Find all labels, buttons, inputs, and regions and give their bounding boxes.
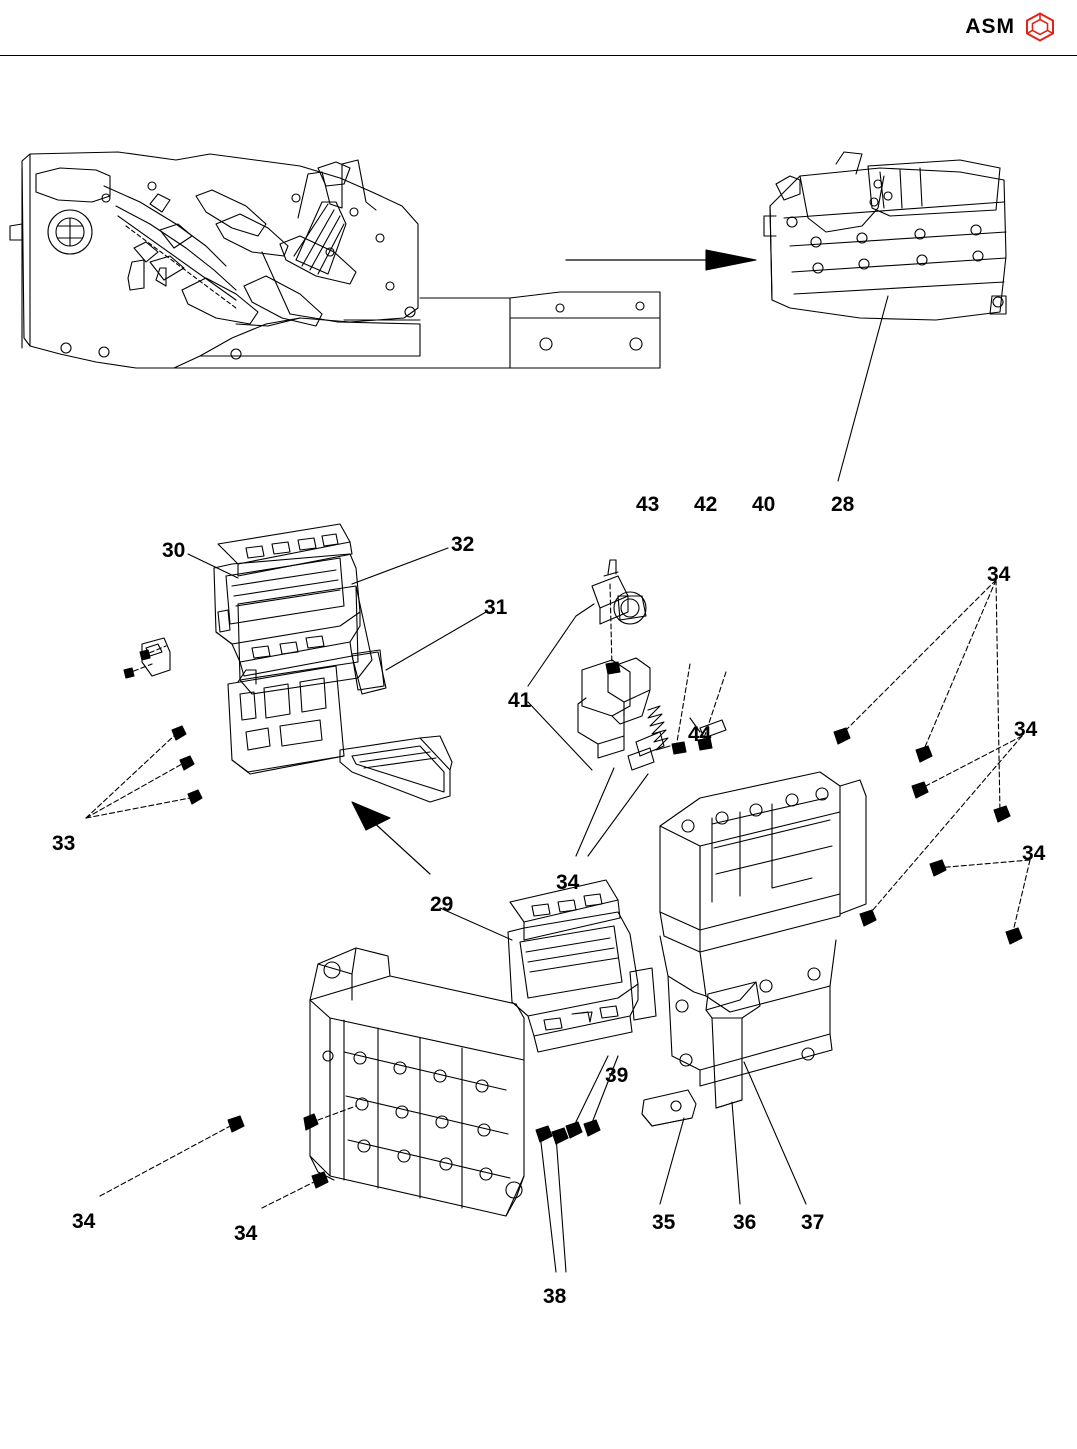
lower-left-frame [310,948,524,1216]
callout-32: 32 [451,533,475,556]
callout-36: 36 [733,1211,757,1234]
callout-44: 44 [688,723,712,746]
callout-41: 41 [508,689,532,712]
item-33-leaders [86,726,202,818]
leader-38b [556,1136,566,1272]
callout-37: 37 [801,1211,825,1234]
callout-31: 31 [484,596,508,619]
item-35-plate [642,1090,696,1204]
leader-28 [838,296,888,481]
leaders-34-lower-right [930,860,1030,944]
callout-40: 40 [752,493,776,516]
leader-36 [732,1102,740,1204]
leader-35 [660,1118,684,1204]
leader-34-center-b [588,774,648,856]
transfer-arrow-top [566,250,756,270]
leader-39a [572,1056,608,1130]
page-header [0,0,1077,56]
right-center-frame [660,772,866,1086]
transfer-arrow-mid [352,802,430,874]
hexagon-cube-logo-icon [1025,12,1055,42]
leaders-38 [536,1126,568,1272]
leader-37 [744,1062,806,1204]
diagram-canvas [0,56,1077,1449]
item-33-screws [124,638,170,678]
item-30-board [214,524,360,676]
callout-38: 38 [543,1285,567,1308]
center-small-parts [528,560,726,856]
leader-30 [188,554,238,578]
callout-34-center: 34 [556,871,580,894]
callout-34-mid-right: 34 [1014,718,1038,741]
callout-34-lower-right: 34 [1022,842,1046,865]
leader-41 [528,604,594,686]
item-29-board [508,880,656,1052]
callout-34-lower-left-b: 34 [234,1222,258,1245]
callout-42: 42 [694,493,718,516]
top-right-frame-assembly [764,152,1006,320]
callout-28: 28 [831,493,855,516]
callout-34-lower-left-a: 34 [72,1210,96,1233]
brand-logo [965,12,1055,42]
leader-34-center-a [576,768,614,856]
leaders-34-lower-left [100,1106,356,1208]
callout-33: 33 [52,832,76,855]
callout-29: 29 [430,893,454,916]
callout-30: 30 [162,539,186,562]
slide-rail-part [340,736,452,802]
brand-name: ASM [965,15,1015,38]
callout-34-upper-right: 34 [987,563,1011,586]
top-left-machine-assembly [10,152,660,368]
leader-31 [386,612,486,670]
leader-38a [540,1134,556,1272]
leader-32 [352,548,448,584]
callout-39: 39 [605,1064,629,1087]
callout-43: 43 [636,493,660,516]
exploded-assembly-diagram [0,56,1077,1449]
leader-41b [528,702,592,770]
item-36-37-plate [706,982,806,1204]
callout-35: 35 [652,1211,676,1234]
leaders-34-mid-right [860,736,1022,926]
